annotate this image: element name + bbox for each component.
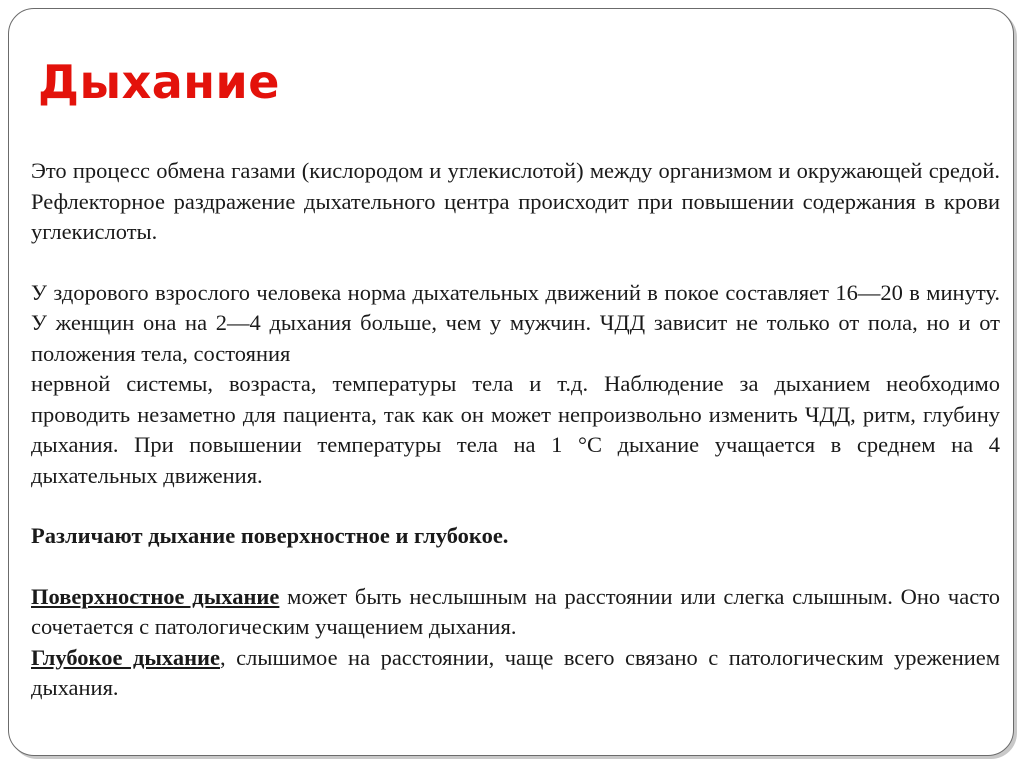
shallow-breathing-text: может быть неслышным на расстоянии или слегка слышным. Оно часто сочетается с патологическим учащением дыхания. bbox=[31, 583, 1000, 639]
spacer bbox=[31, 491, 1000, 521]
shallow-breathing-paragraph bbox=[31, 582, 1000, 643]
deep-breathing-paragraph bbox=[31, 643, 1000, 704]
types-heading: Различают дыхание поверхностное и глубокое. bbox=[31, 523, 509, 548]
norm-paragraph-continued: нервной системы, возраста, температуры тела и т.д. Наблюдение за дыханием необходимо проводить незаметно для пациента, так как он может непроизвольно изменить ЧДД, ритм, глубину дыхания. При повышении температуры тела на 1 °С дыхание учащается в среднем на 4 дыхательных движения. bbox=[31, 371, 1000, 488]
slide-body bbox=[31, 156, 1000, 704]
slide-title: Дыхание bbox=[38, 55, 280, 109]
definition-paragraph: Это процесс обмена газами (кислородом и углекислотой) между организмом и окружающей средой. Рефлекторное раздражение дыхательного центра происходит при повышении содержания в крови углекислоты. bbox=[31, 158, 1000, 244]
deep-breathing-term: Глубокое дыхание bbox=[31, 644, 221, 670]
deep-breathing-text: , слышимое на расстоянии, чаще всего связано с патологическим урежением дыхания. bbox=[31, 644, 1000, 700]
spacer bbox=[31, 552, 1000, 582]
shallow-breathing-term: Поверхностное дыхание bbox=[31, 583, 280, 609]
spacer bbox=[31, 248, 1000, 278]
norm-paragraph-line: У здорового взрослого человека норма дыхательных движений в покое составляет 16—20 в минуту. У женщин она на 2—4 дыхания больше, чем у мужчин. ЧДД зависит не только от пола, но и от положения тела, состояния bbox=[31, 279, 1000, 366]
